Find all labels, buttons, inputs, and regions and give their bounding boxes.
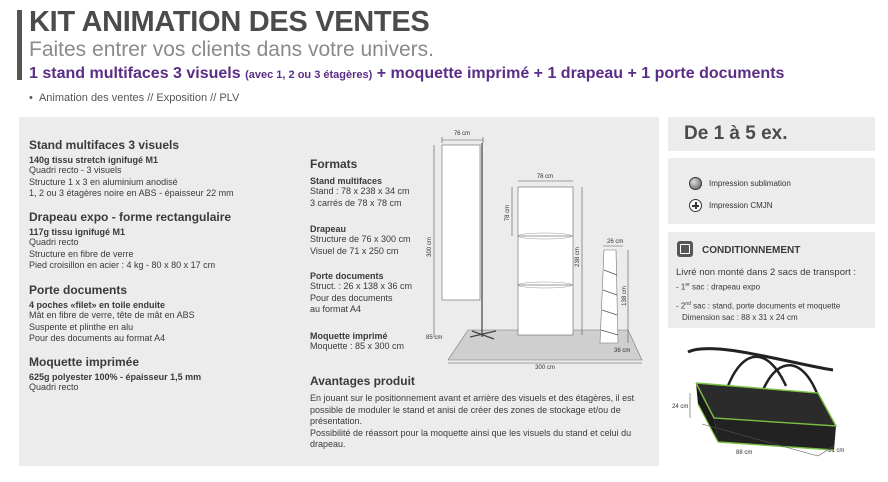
page-subtitle: Faites entrer vos clients dans votre univers. xyxy=(29,38,435,61)
doc-width-label: 26 cm xyxy=(607,239,624,245)
format-flag xyxy=(310,224,411,257)
packaging-bag1: - 1er sac : drapeau expo xyxy=(676,282,761,292)
stand-module-label: 78 cm xyxy=(505,204,511,222)
advantages-paragraph: En jouant sur le positionnement avant et arrière des visuels et des étagères, il est possible de moduler le stand et anisi de créer des zones de stockage et/ou de présentation. xyxy=(310,393,635,426)
product-flag xyxy=(29,210,231,272)
advantages-text xyxy=(310,393,655,451)
product-line: Mât en fibre de verre, tête de mât en ABS xyxy=(29,310,195,320)
format-title: Drapeau xyxy=(310,224,347,234)
flag-visual xyxy=(442,145,480,300)
carpet-length-label: 300 cm xyxy=(535,365,555,370)
product-title: Drapeau expo - forme rectangulaire xyxy=(29,210,232,224)
carpet-depth-label: 85 cm xyxy=(426,335,443,341)
doc-height-label: 138 cm xyxy=(622,286,628,306)
printing-option-label: Impression CMJN xyxy=(709,201,773,210)
product-line: Quadri recto - 3 visuels xyxy=(29,165,122,175)
quantity-label: De 1 à 5 ex. xyxy=(684,123,788,144)
product-title: Stand multifaces 3 visuels xyxy=(29,138,180,152)
printing-box xyxy=(668,158,875,224)
format-doc-holder xyxy=(310,271,412,316)
flag-height-label: 300 cm xyxy=(427,237,433,257)
package-icon xyxy=(677,241,693,257)
bag-height-label: 24 cm xyxy=(672,404,689,410)
transport-bag-illustration xyxy=(668,338,878,463)
product-stand xyxy=(29,138,234,200)
packaging-title: CONDITIONNEMENT xyxy=(702,245,801,256)
format-line: 3 carrés de 78 x 78 cm xyxy=(310,197,402,208)
category-bullet: • Animation des ventes // Exposition // PLV xyxy=(29,92,240,104)
stand-height-label: 238 cm xyxy=(575,247,581,267)
product-line: Quadri recto xyxy=(29,237,79,247)
bag-handle xyxy=(728,357,786,386)
format-line: Structure de 76 x 300 cm xyxy=(310,234,411,244)
format-title: Moquette imprimé xyxy=(310,331,388,341)
kit-tagline xyxy=(29,65,784,83)
format-carpet xyxy=(310,331,404,353)
stand-frame xyxy=(518,187,573,335)
header-accent-bar xyxy=(17,10,22,80)
printing-option-label: Impression sublimation xyxy=(709,179,791,188)
doc-holder-body xyxy=(600,250,618,343)
packaging-intro: Livré non monté dans 2 sacs de transport : xyxy=(676,267,857,278)
product-carpet xyxy=(29,355,201,394)
format-line: Stand : 78 x 238 x 34 cm xyxy=(310,186,410,196)
sublimation-icon xyxy=(689,177,702,190)
product-line: Pour des documents au format A4 xyxy=(29,333,166,343)
product-line: Structure en fibre de verre xyxy=(29,248,134,259)
bag-depth-label: 31 cm xyxy=(828,448,845,454)
doc-depth-label: 36 cm xyxy=(614,348,631,354)
printing-option-sublimation xyxy=(689,177,791,190)
product-title: Porte documents xyxy=(29,283,128,297)
stand-diagram xyxy=(420,125,655,370)
tagline-shelves: (avec 1, 2 ou 3 étagères) xyxy=(245,69,373,81)
cmjn-icon xyxy=(689,199,702,212)
product-line: Pied croisillon en acier : 4 kg - 80 x 80 x 17 cm xyxy=(29,260,216,270)
category-text: Animation des ventes // Exposition // PLV xyxy=(38,92,240,104)
stand-width-label: 78 cm xyxy=(536,174,554,180)
page-title: KIT ANIMATION DES VENTES xyxy=(29,6,430,38)
product-doc-holder xyxy=(29,283,195,345)
packaging-dimensions: Dimension sac : 88 x 31 x 24 cm xyxy=(682,313,798,322)
format-line: Pour des documents xyxy=(310,292,393,303)
product-subtitle: 117g tissu ignifugé M1 xyxy=(29,227,126,237)
product-line: Suspente et plinthe en alu xyxy=(29,321,134,332)
product-subtitle: 625g polyester 100% - épaisseur 1,5 mm xyxy=(29,372,202,382)
quantity-box xyxy=(668,117,875,151)
product-title: Moquette imprimée xyxy=(29,355,140,369)
format-line: Moquette : 85 x 300 cm xyxy=(310,341,405,351)
product-line: 1, 2 ou 3 étagères noire en ABS - épaisseur 22 mm xyxy=(29,188,234,198)
product-subtitle: 4 poches «filet» en toile enduite xyxy=(29,300,166,310)
format-line: au format A4 xyxy=(310,304,362,314)
tagline-rest: + moquette imprimé + 1 drapeau + 1 porte documents xyxy=(376,65,785,82)
format-line: Visuel de 71 x 250 cm xyxy=(310,245,399,256)
packaging-box xyxy=(668,232,875,328)
printing-option-cmjn xyxy=(689,199,773,212)
product-line: Structure 1 x 3 en aluminium anodisé xyxy=(29,176,178,187)
bag-length-label: 88 cm xyxy=(736,450,753,456)
formats-title: Formats xyxy=(310,157,358,171)
format-line: Struct. : 26 x 138 x 36 cm xyxy=(310,281,413,291)
packaging-bag2: - 2nd sac : stand, porte documents et moquette xyxy=(676,301,841,311)
format-title: Stand multifaces xyxy=(310,176,383,186)
tagline-main: 1 stand multifaces 3 visuels xyxy=(29,65,241,82)
advantages-title: Avantages produit xyxy=(310,374,415,388)
product-line: Quadri recto xyxy=(29,382,79,392)
product-subtitle: 140g tissu stretch ignifugé M1 xyxy=(29,155,159,165)
flag-width-label: 76 cm xyxy=(453,131,471,137)
format-stand xyxy=(310,176,410,209)
advantages-paragraph: Possibilité de réassort pour la moquette ainsi que les visuels du stand et celui du drapeau. xyxy=(310,427,632,449)
bag-strap xyxy=(688,349,833,370)
format-title: Porte documents xyxy=(310,271,384,281)
